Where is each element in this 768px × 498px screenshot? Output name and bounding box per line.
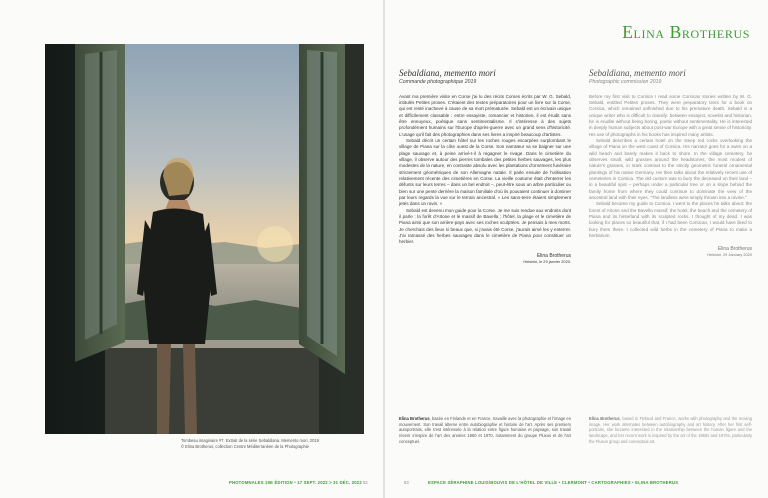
english-signature: Elina Brotherus xyxy=(717,246,752,253)
french-body xyxy=(399,94,571,246)
english-place-date: Helsinki, 29 January 2020 xyxy=(707,252,752,258)
english-paragraph-2: Sebald describes a certain hotel on the steep red rocks overlooking the village of Piana on the west coast of Corsica. His narrator goes for a swim on a wild beach and barely makes it back to shore. In the village cemetery, he observes small, wild grasses around the headstones, the most modest of nature's grasses, in stark contrast to the strictly geometric funeral ornamental plantings of his native Germany. He then talks about the relatively recent use of cemeteries in Corsica. The old custom was to bury the deceased on their land – in a beautiful spot – perhaps under a particular tree or on a slope behind the family home from where they could continue to dominate the view of the ancestral land with their eyes. "The landless were simply thrown into a ravine." xyxy=(589,137,752,200)
french-bio xyxy=(399,416,571,445)
english-paragraph-3: Sebald became my guide to Corsica. I went to the places he talks about: the forest of Aïtone and the Bavella massif; the hotel, the beach and the cemetery of Piana and its hinterland with its sculpted rocks. I thought of my dead. I was looking for places so beautiful that, if I had been Corsican, I would have liked to bury them there. I collected wild herbs in the cemetery of Piana to make a herbarium. xyxy=(589,201,752,239)
photo-caption xyxy=(181,438,366,449)
french-signature: Elina Brotherus xyxy=(536,252,571,259)
artist-name-heading: Elina Brotherus xyxy=(622,22,750,42)
french-text-column xyxy=(399,68,571,264)
french-signature-block xyxy=(399,253,571,264)
caption-line-1: Tombeau imaginaire #7. Extrait de la série Sebaldiana. Memento mori, 2019 xyxy=(181,438,319,443)
english-bio xyxy=(589,416,752,445)
french-title: Sebaldiana, memento mori xyxy=(399,68,496,78)
french-paragraph-3: Sebald est devenu mon guide pour la Corse. Je me suis rendue aux endroits dont il parle : la forêt d'Aïtone et le massif de Bavella ; l'hôtel, la plage et le cimetière de Piana ainsi que son arrière-pays avec ses roches sculptées. Je pensais à mes morts. Je cherchais des lieux si beaux que, si j'avais été Corse, j'aurais aimé les y enterrer. J'ai ramassé des herbes sauvages dans le cimetière de Piana pour constituer un herbier. xyxy=(399,207,571,245)
english-bio-name: Elina Brotherus xyxy=(589,416,620,421)
page-number-right: 53 xyxy=(404,480,409,485)
page-gutter xyxy=(383,0,385,498)
english-title: Sebaldiana, memento mori xyxy=(589,68,686,78)
english-paragraph-1: Before my first visit to Corsica I read some Corsican stories written by W. G. Sebald, entitled Petites proses. They were preparatory texts for a book on Corsica, which remained unfinished due to his premature death. Sebald is a unique writer who is difficult to classify: between essayist, novelist and historian, he is erudite without being boring, poetic without sentimentality. He is interested in deeply human subjects about post-war Europe with a great sense of historicity. His use of photographs in his books has inspired many artists. xyxy=(589,93,752,137)
french-paragraph-1: Avant ma première visite en Corse j'ai lu des récits Corses écrits par W. G. Sebald, intitulés Petites proses. C'étaient des textes préparatoires pour un livre sur la Corse, qui est resté inachevé à cause de sa mort prématurée. Sebald est un écrivain unique et difficilement classable : entre essayiste, romancier et historien, il est érudit sans être ennuyeux, poétique sans sentimentalisme. Il s'intéresse à des sujets profondément humains sur l'Europe d'après-guerre avec un grand sens d'historicité. L'usage qu'il fait des photographies dans ses livres a inspiré beaucoup d'artistes. xyxy=(399,93,571,137)
page-number-left: 52 xyxy=(363,480,368,485)
french-bio-text: , basée en Finlande et en France, travaille avec la photographie et l'image en mouvement. Son travail alterne entre autobiographie et histoire de l'art. Après ses premiers autoportraits, elle s'est intéressée à la relation entre figure humaine et paysage, son travail récent s'inspire de l'art des années 1960 et 1970, notamment du groupe Fluxus et de l'art conceptuel. xyxy=(399,416,571,444)
french-place-date: Helsinki, le 29 janvier 2020. xyxy=(523,258,571,264)
footer-venue: ESPACE SÉRAPHINE LOUIS/BOUVIS DE L'HÔTEL DE VILLE • CLERMONT • CARTOGRAPHIES • ELINA BROTHERUS xyxy=(428,480,679,485)
english-body xyxy=(589,94,752,240)
french-bio-name: Elina Brotherus xyxy=(399,416,430,421)
english-subtitle: Photographic commission 2019 xyxy=(589,79,662,85)
english-signature-block xyxy=(589,246,752,257)
photograph-window-woman xyxy=(45,44,364,434)
footer-festival: PHOTOMNALES 19E ÉDITION • 17 SEPT. 2022 > 31 DÉC. 2022 xyxy=(229,480,362,485)
french-paragraph-2: Sebald décrit un certain hôtel sur les roches rouges escarpées surplombant le village de Piana sur la côte ouest de la Corse. Son narrateur va se baigner sur une plage sauvage et, à peine arrivé-t-il à regagner le rivage. Dans le cimetière du village, il observe autour des pierres tombales des petites herbes sauvages, les plus modestes de la nature, en contraste absolu avec les plantations d'ornement funéraire strictement géométriques de son Allemagne natale. Il parle ensuite de l'utilisation relativement récente des cimetières en Corse. La vieille coutume était d'enterrer les défunts sur leurs terres – dans un bel endroit –, peut-être sous un arbre particulier ou bien sur une pente derrière la maison familiale d'où ils pouvaient continuer à dominer par leurs regards la vue sur le terrain ancestral. « Les sans-terre étaient simplement jetés dans un ravin. » xyxy=(399,137,571,207)
caption-line-2: © Elina Brotherus, collection Centre Méditerranéen de la Photographie xyxy=(181,443,309,449)
french-subtitle: Commande photographique 2019 xyxy=(399,79,477,85)
english-text-column xyxy=(589,68,752,257)
english-bio-text: , based in Finland and France, works with photography and the moving image. Her work alternates between autobiography and art history. After her first self-portraits, she became interested in the relationship between the human figure and the landscape, and her recent work is inspired by the art of the 1960s and 1970s, particularly the Fluxus group and conceptual art. xyxy=(589,416,752,444)
